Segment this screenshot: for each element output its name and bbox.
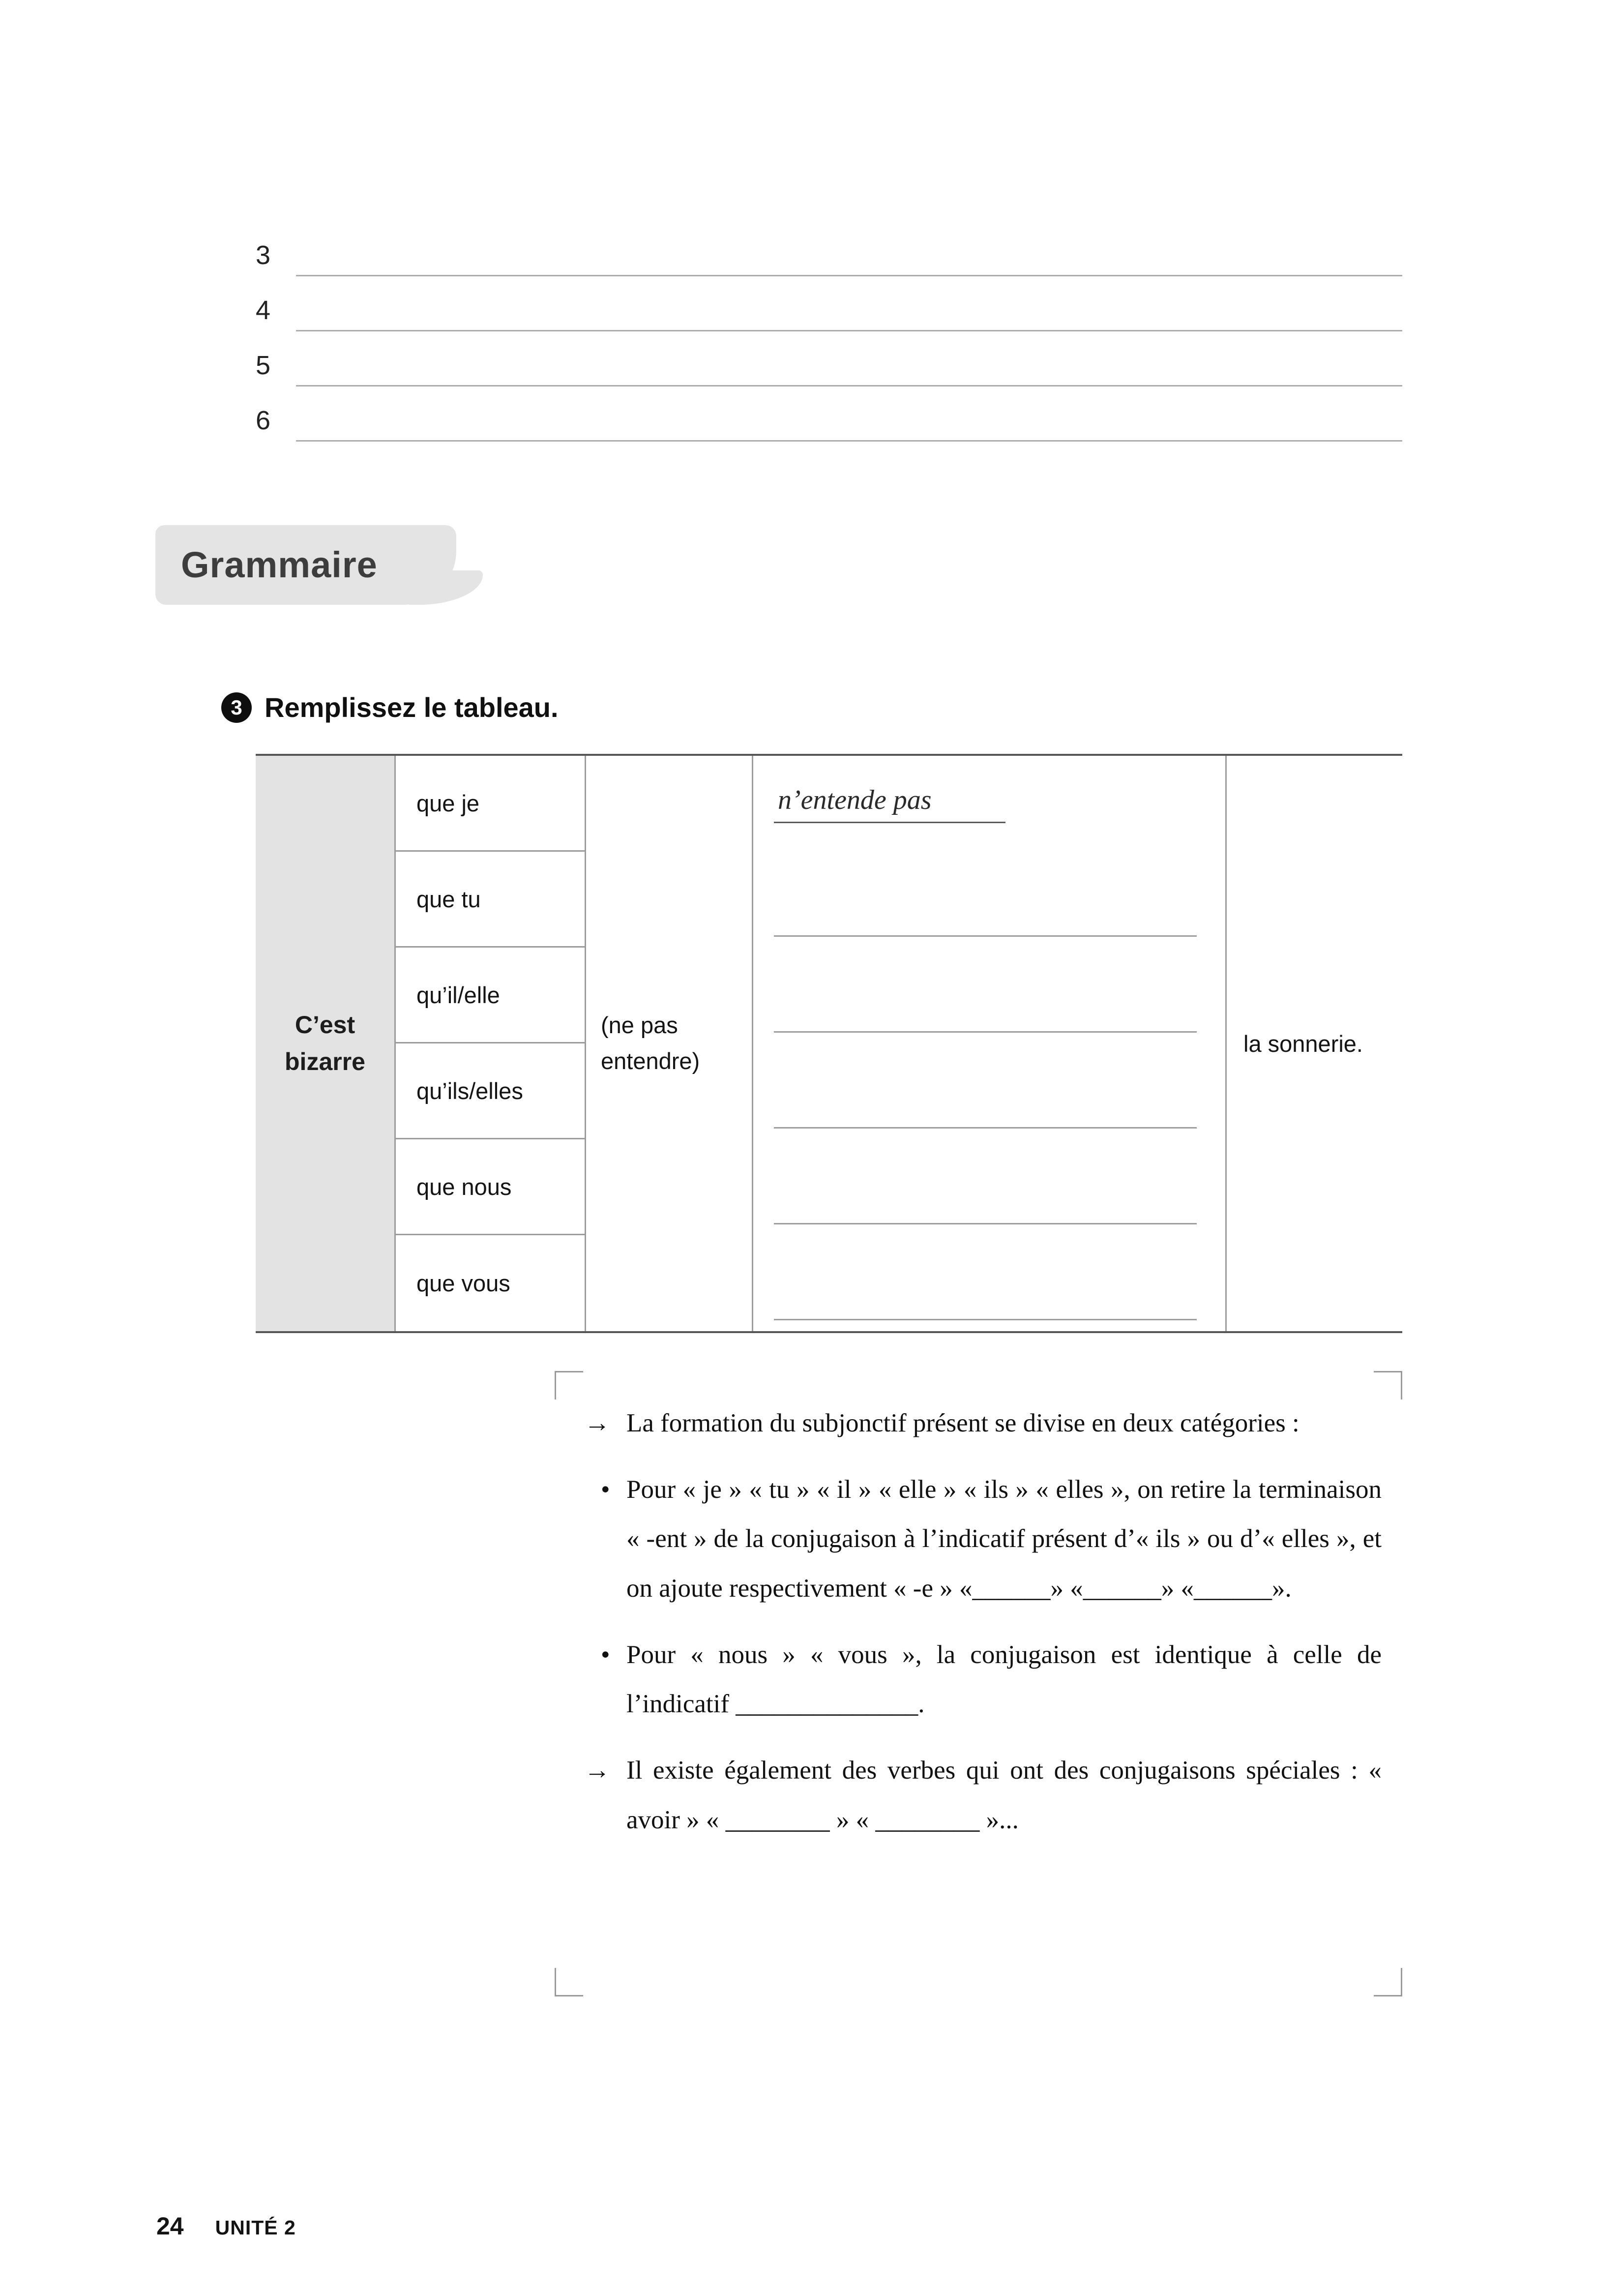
note-item — [584, 1630, 1382, 1729]
note-text: Il existe également des verbes qui ont des conjugaisons spéciales : « avoir » « ________ » « ________ »... — [626, 1756, 1382, 1834]
answer-blank-line — [774, 1223, 1197, 1224]
corner-bracket-bottom-left — [555, 1968, 583, 1996]
pronoun-cell: que vous — [396, 1235, 586, 1331]
note-text: Pour « nous » « vous », la conjugaison est identique à celle de l’indicatif ______________. — [626, 1640, 1382, 1719]
note-item — [584, 1746, 1382, 1845]
corner-bracket-top-left — [555, 1371, 583, 1399]
verb-line2: entendre) — [601, 1048, 700, 1074]
corner-bracket-top-right — [1374, 1371, 1402, 1399]
answer-line-number: 3 — [256, 240, 271, 270]
grammar-note-box — [555, 1371, 1402, 1996]
pronoun-cell: qu’ils/elles — [396, 1043, 586, 1139]
answer-cell-blank — [753, 1139, 1225, 1235]
answer-blank-line — [774, 1319, 1197, 1320]
pronoun-cell: qu’il/elle — [396, 948, 586, 1043]
left-header-line1: C’est — [295, 1011, 355, 1039]
answer-cell-blank — [753, 1235, 1225, 1331]
corner-bracket-bottom-right — [1374, 1968, 1402, 1996]
pronoun-cell: que je — [396, 756, 586, 852]
answer-line-row — [256, 387, 1402, 442]
left-header-line2: bizarre — [285, 1048, 365, 1075]
answer-line-number: 6 — [256, 406, 271, 435]
note-text: Pour « je » « tu » « il » « elle » « ils » « elles », on retire la terminaison « -ent » de la conjugaison à l’indicatif présent d’« ils » ou d’« elles », et on ajoute respectivement « -e » «______» «______» «______». — [626, 1475, 1382, 1603]
answer-line-number: 4 — [256, 296, 271, 325]
note-item — [584, 1399, 1382, 1448]
handwritten-answer: n’entende pas — [774, 784, 1005, 823]
footer-page-number: 24 — [156, 2212, 184, 2240]
answer-cell-blank — [753, 852, 1225, 948]
exercise-title: Remplissez le tableau. — [265, 692, 559, 723]
numbered-answer-lines — [256, 221, 1402, 442]
answer-blank-line — [774, 1127, 1197, 1129]
conjugation-table — [256, 754, 1402, 1333]
section-header-grammaire — [155, 525, 456, 605]
pronoun-cell: que nous — [396, 1139, 586, 1235]
answer-blank-line — [774, 935, 1197, 937]
answer-line-row — [256, 221, 1402, 276]
answer-cell-blank — [753, 1043, 1225, 1139]
verb-line1: (ne pas — [601, 1012, 678, 1039]
arrow-marker-icon: → — [584, 1409, 610, 1437]
page-footer — [156, 2212, 296, 2240]
answer-blank-line — [296, 440, 1402, 442]
verb-infinitive-cell — [586, 756, 753, 1331]
answer-blank-line — [296, 275, 1402, 276]
exercise-heading — [221, 691, 559, 723]
arrow-marker-icon: → — [584, 1756, 610, 1785]
note-text: La formation du subjonctif présent se divise en deux catégories : — [626, 1409, 1299, 1437]
answer-cell-blank — [753, 948, 1225, 1043]
table-right-complement-cell: la sonnerie. — [1225, 756, 1402, 1331]
bullet-marker-icon: • — [601, 1640, 610, 1669]
answer-line-number: 5 — [256, 351, 271, 380]
answer-line-row — [256, 331, 1402, 387]
answer-cell-filled — [753, 756, 1225, 852]
pronoun-cell: que tu — [396, 852, 586, 948]
answer-blank-line — [296, 385, 1402, 387]
table-left-header — [256, 756, 396, 1331]
answer-blank-line — [296, 330, 1402, 331]
answer-line-row — [256, 276, 1402, 331]
section-title: Grammaire — [181, 544, 378, 585]
note-item — [584, 1465, 1382, 1613]
exercise-number-badge: 3 — [221, 692, 252, 723]
footer-unit-label: UNITÉ 2 — [215, 2216, 296, 2239]
bullet-marker-icon: • — [601, 1475, 610, 1504]
answer-blank-line — [774, 1031, 1197, 1033]
